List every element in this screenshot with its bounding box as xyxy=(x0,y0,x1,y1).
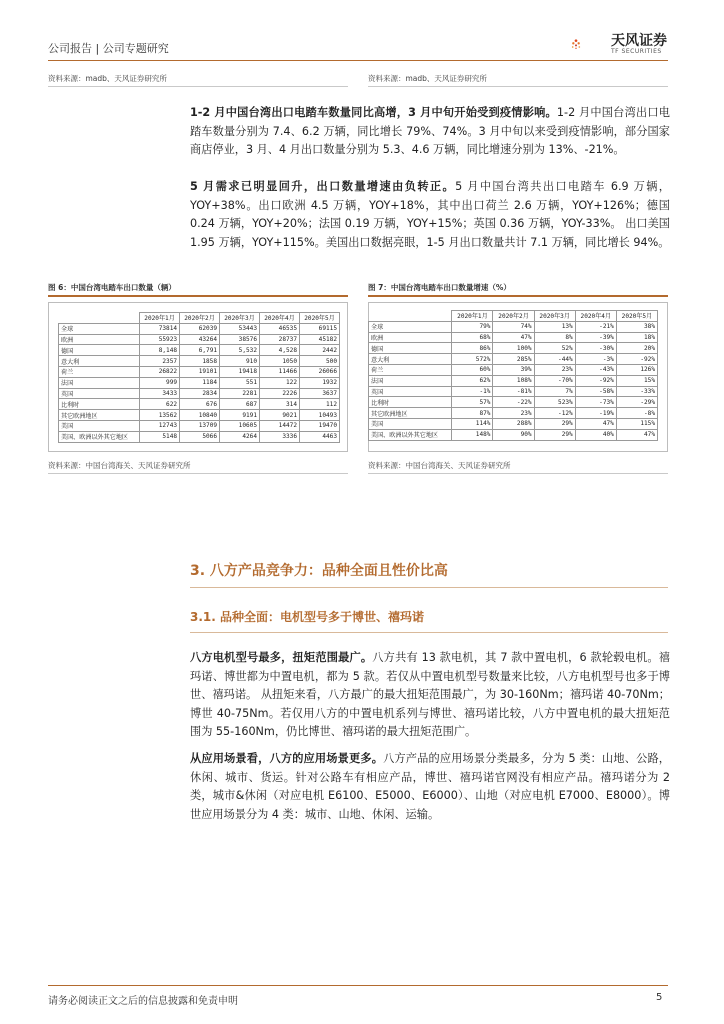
table-cell: -19% xyxy=(575,408,616,419)
table-cell: 73814 xyxy=(140,323,180,334)
table-cell: 10493 xyxy=(300,410,340,421)
figure-7-title: 图 7：中国台湾电踏车出口数量增速（%） xyxy=(368,283,511,292)
table-corner xyxy=(59,313,140,324)
table-row-label: 法国 xyxy=(59,377,140,388)
table-cell: 1050 xyxy=(260,356,300,367)
table-cell: 60% xyxy=(452,364,493,375)
table-cell: 47% xyxy=(493,332,534,343)
table-cell: 3336 xyxy=(260,431,300,442)
figure-7-header-row xyxy=(369,311,658,322)
table-cell: 12743 xyxy=(140,420,180,431)
table-row-label: 荷兰 xyxy=(59,366,140,377)
table-column-header: 2020年3月 xyxy=(220,313,260,324)
table-cell: 86% xyxy=(452,343,493,354)
paragraph-export-may-lead: 5 月需求已明显回升，出口数量增速由负转正。 xyxy=(190,180,456,193)
section-3-1-heading: 3.1. 品种全面：电机型号多于博世、禧玛诺 xyxy=(190,610,424,624)
table-cell: 5148 xyxy=(140,431,180,442)
table-cell: 622 xyxy=(140,399,180,410)
table-cell: 23% xyxy=(493,408,534,419)
header-divider xyxy=(48,60,668,61)
paragraph-motor-models-body: 八方共有 13 款电机，其 7 款中置电机，6 款轮毂电机。禧玛诺、博世都为中置电机，都为 5 款。若仅从中置电机型号数量来比较，八方电机型号也多于博世、禧玛诺。 从扭矩来看，八方最广的最大扭矩范围最广，为 30-160Nm；禧玛诺 40-70Nm；博世 40-75Nm。若仅用八方的中置电机系列与博世、禧玛诺比较，八方中置电机的最大扭矩范围为 55-160Nm，仍比博世、禧玛诺的最大扭矩范围广。 xyxy=(190,651,670,738)
table-cell: -30% xyxy=(575,343,616,354)
table-cell: 26066 xyxy=(300,366,340,377)
table-row xyxy=(369,408,658,419)
table-cell: 14472 xyxy=(260,420,300,431)
table-column-header: 2020年4月 xyxy=(575,311,616,322)
figure-7-source: 资料来源：中国台湾海关、天风证券研究所 xyxy=(368,461,511,470)
table-cell: 1184 xyxy=(180,377,220,388)
table-cell: 13% xyxy=(534,321,575,332)
section-3-rule xyxy=(190,587,668,588)
table-cell: -21% xyxy=(575,321,616,332)
table-column-header: 2020年3月 xyxy=(534,311,575,322)
table-column-header: 2020年1月 xyxy=(140,313,180,324)
table-cell: 57% xyxy=(452,397,493,408)
table-cell: 2357 xyxy=(140,356,180,367)
table-cell: 46535 xyxy=(260,323,300,334)
table-row-label: 德国 xyxy=(369,343,452,354)
table-cell: 5,532 xyxy=(220,345,260,356)
table-cell: 2281 xyxy=(220,388,260,399)
table-cell: 523% xyxy=(534,397,575,408)
table-row-label: 比利时 xyxy=(59,399,140,410)
table-cell: 551 xyxy=(220,377,260,388)
table-cell: 100% xyxy=(493,343,534,354)
table-cell: 314 xyxy=(260,399,300,410)
footer-disclaimer: 请务必阅读正文之后的信息披露和免责申明 xyxy=(48,996,238,1007)
figure-6-title: 图 6：中国台湾电踏车出口数量（辆） xyxy=(48,283,176,292)
table-cell: 2226 xyxy=(260,388,300,399)
table-cell: 20% xyxy=(616,343,657,354)
table-row xyxy=(369,418,658,429)
table-row xyxy=(59,377,340,388)
table-row xyxy=(59,366,340,377)
table-cell: 5066 xyxy=(180,431,220,442)
table-row xyxy=(59,323,340,334)
section-3-heading: 3. 八方产品竞争力：品种全面且性价比高 xyxy=(190,563,448,579)
table-cell: 9021 xyxy=(260,410,300,421)
top-source-right: 资料来源：madb、天风证券研究所 xyxy=(368,74,487,83)
table-cell: 108% xyxy=(493,375,534,386)
table-cell: 47% xyxy=(575,418,616,429)
table-corner xyxy=(369,311,452,322)
table-cell: 10840 xyxy=(180,410,220,421)
table-cell: 23% xyxy=(534,364,575,375)
table-row-label: 荷兰 xyxy=(369,364,452,375)
paragraph-motor-models xyxy=(190,649,670,742)
table-cell: 40% xyxy=(575,429,616,440)
table-column-header: 2020年2月 xyxy=(493,311,534,322)
table-cell: 2834 xyxy=(180,388,220,399)
table-row xyxy=(59,345,340,356)
table-cell: -58% xyxy=(575,386,616,397)
table-cell: 288% xyxy=(493,418,534,429)
table-cell: -73% xyxy=(575,397,616,408)
logo-subtitle: TF SECURITIES xyxy=(611,48,662,55)
table-row-label: 美国 xyxy=(59,420,140,431)
table-row-label: 美国 xyxy=(369,418,452,429)
figure-6-title-rule xyxy=(48,295,348,297)
table-cell: 3433 xyxy=(140,388,180,399)
paragraph-application-scenarios-body: 八方产品的应用场景分类最多，分为 5 类：山地、公路，休闲、城市、货运。针对公路车有相应产品，博世、禧玛诺官网没有相应产品。禧玛诺分为 2 类，城市&休闲（对应电机 E6100、E5000、E6000）、山地（对应电机 E7000、E8000）。博世应用场景分为 4 类：城市、山地、休闲、运输。 xyxy=(190,752,670,821)
logo-name: 天风证券 xyxy=(611,33,667,49)
table-row xyxy=(59,410,340,421)
table-cell: 62039 xyxy=(180,323,220,334)
table-cell: 19418 xyxy=(220,366,260,377)
table-row xyxy=(369,397,658,408)
table-cell: 1932 xyxy=(300,377,340,388)
top-source-right-rule xyxy=(368,86,668,87)
table-cell: -1% xyxy=(452,386,493,397)
table-cell: 687 xyxy=(220,399,260,410)
top-source-left: 资料来源：madb、天风证券研究所 xyxy=(48,74,167,83)
table-cell: 114% xyxy=(452,418,493,429)
table-row-label: 英国 xyxy=(59,388,140,399)
table-cell: 26822 xyxy=(140,366,180,377)
table-cell: 999 xyxy=(140,377,180,388)
paragraph-export-may-body: 5 月中国台湾共出口电踏车 6.9 万辆，YOY+38%。出口欧洲 4.5 万辆，YOY+18%，其中出口荷兰 2.6 万辆，YOY+126%；德国 0.24 万辆，YOY+20%；法国 0.19 万辆，YOY+15%；英国 0.36 万辆，YOY-33%。 出口美国 1.95 万辆，YOY+115%。美国出口数据亮眼，1-5 月出口数量共计 7.1 万辆，同比增长 94%。 xyxy=(190,180,670,249)
table-cell: 11466 xyxy=(260,366,300,377)
table-cell: 74% xyxy=(493,321,534,332)
table-row xyxy=(59,334,340,345)
table-cell: 68% xyxy=(452,332,493,343)
tf-logo-icon xyxy=(570,26,610,62)
paragraph-export-may xyxy=(190,178,670,252)
table-row-label: 英国 xyxy=(369,386,452,397)
table-cell: -3% xyxy=(575,354,616,365)
table-row xyxy=(369,429,658,440)
table-row-label: 欧洲 xyxy=(59,334,140,345)
table-column-header: 2020年5月 xyxy=(616,311,657,322)
table-row xyxy=(369,375,658,386)
table-column-header: 2020年4月 xyxy=(260,313,300,324)
table-cell: 8,148 xyxy=(140,345,180,356)
table-row xyxy=(59,399,340,410)
table-row-label: 美国、欧洲以外其它地区 xyxy=(369,429,452,440)
table-cell: 39% xyxy=(493,364,534,375)
table-row xyxy=(369,354,658,365)
table-cell: 13709 xyxy=(180,420,220,431)
table-cell: 13562 xyxy=(140,410,180,421)
table-row xyxy=(369,332,658,343)
table-cell: 126% xyxy=(616,364,657,375)
table-cell: 4,528 xyxy=(260,345,300,356)
table-row-label: 德国 xyxy=(59,345,140,356)
table-cell: 10605 xyxy=(220,420,260,431)
table-row xyxy=(59,356,340,367)
table-cell: 285% xyxy=(493,354,534,365)
paragraph-motor-models-lead: 八方电机型号最多，扭矩范围最广。 xyxy=(190,651,373,664)
table-cell: 19470 xyxy=(300,420,340,431)
table-cell: 4264 xyxy=(220,431,260,442)
table-cell: -92% xyxy=(616,354,657,365)
table-cell: 29% xyxy=(534,429,575,440)
figure-7-source-rule xyxy=(368,473,668,474)
table-row xyxy=(369,386,658,397)
footer-divider xyxy=(48,985,668,986)
table-column-header: 2020年1月 xyxy=(452,311,493,322)
table-cell: -92% xyxy=(575,375,616,386)
table-cell: 115% xyxy=(616,418,657,429)
table-cell: 15% xyxy=(616,375,657,386)
table-cell: 79% xyxy=(452,321,493,332)
table-cell: -33% xyxy=(616,386,657,397)
paragraph-export-q1-body: 1-2 月中国台湾出口电踏车数量分别为 7.4、6.2 万辆，同比增长 79%、74%。3 月中旬以来受到疫情影响，部分国家商店停业，3 月、4 月出口数量分别为 5.3、4.6 万辆，同比增速分别为 13%、-21%。 xyxy=(190,106,670,156)
paragraph-export-q1-lead: 1-2 月中国台湾出口电踏车数量同比高增，3 月中旬开始受到疫情影响。 xyxy=(190,106,557,119)
figure-6-source: 资料来源：中国台湾海关、天风证券研究所 xyxy=(48,461,191,470)
table-cell: 29% xyxy=(534,418,575,429)
table-cell: -8% xyxy=(616,408,657,419)
table-row-label: 法国 xyxy=(369,375,452,386)
paragraph-application-scenarios-lead: 从应用场景看，八方的应用场景更多。 xyxy=(190,752,384,765)
table-cell: 2442 xyxy=(300,345,340,356)
table-cell: 38% xyxy=(616,321,657,332)
figure-7-table xyxy=(368,310,658,441)
table-cell: 53443 xyxy=(220,323,260,334)
table-cell: 4463 xyxy=(300,431,340,442)
table-cell: -12% xyxy=(534,408,575,419)
table-cell: 9191 xyxy=(220,410,260,421)
table-cell: 3637 xyxy=(300,388,340,399)
table-row-label: 全球 xyxy=(59,323,140,334)
table-column-header: 2020年5月 xyxy=(300,313,340,324)
report-type: 公司报告 | 公司专题研究 xyxy=(48,42,169,55)
section-3-1-rule xyxy=(190,632,668,633)
table-cell: 69115 xyxy=(300,323,340,334)
table-cell: 45182 xyxy=(300,334,340,345)
table-cell: 1858 xyxy=(180,356,220,367)
table-row-label: 全球 xyxy=(369,321,452,332)
table-row-label: 意大利 xyxy=(59,356,140,367)
table-row xyxy=(369,343,658,354)
table-cell: 500 xyxy=(300,356,340,367)
table-cell: 18% xyxy=(616,332,657,343)
table-row-label: 美国、欧洲以外其它地区 xyxy=(59,431,140,442)
page-number: 5 xyxy=(656,992,663,1003)
paragraph-export-q1 xyxy=(190,104,670,160)
table-cell: 112 xyxy=(300,399,340,410)
figure-6-table xyxy=(58,312,340,443)
table-cell: -70% xyxy=(534,375,575,386)
table-cell: 122 xyxy=(260,377,300,388)
table-row xyxy=(369,321,658,332)
table-cell: 52% xyxy=(534,343,575,354)
table-cell: 55923 xyxy=(140,334,180,345)
table-row-label: 比利时 xyxy=(369,397,452,408)
table-row xyxy=(59,431,340,442)
table-row-label: 欧洲 xyxy=(369,332,452,343)
table-cell: 87% xyxy=(452,408,493,419)
table-cell: -39% xyxy=(575,332,616,343)
table-cell: 676 xyxy=(180,399,220,410)
table-cell: 910 xyxy=(220,356,260,367)
table-cell: 6,791 xyxy=(180,345,220,356)
table-cell: -22% xyxy=(493,397,534,408)
table-row-label: 其它欧洲地区 xyxy=(59,410,140,421)
table-cell: -81% xyxy=(493,386,534,397)
table-cell: 38576 xyxy=(220,334,260,345)
table-cell: 148% xyxy=(452,429,493,440)
table-cell: 8% xyxy=(534,332,575,343)
table-column-header: 2020年2月 xyxy=(180,313,220,324)
figure-6-source-rule xyxy=(48,473,348,474)
table-row xyxy=(369,364,658,375)
figure-6-header-row xyxy=(59,313,340,324)
table-cell: 62% xyxy=(452,375,493,386)
table-cell: -43% xyxy=(575,364,616,375)
table-cell: 47% xyxy=(616,429,657,440)
table-cell: -29% xyxy=(616,397,657,408)
table-row-label: 其它欧洲地区 xyxy=(369,408,452,419)
top-source-left-rule xyxy=(48,86,348,87)
table-cell: 43264 xyxy=(180,334,220,345)
figure-7-title-rule xyxy=(368,295,668,297)
table-cell: 90% xyxy=(493,429,534,440)
table-cell: 7% xyxy=(534,386,575,397)
table-row xyxy=(59,420,340,431)
table-row xyxy=(59,388,340,399)
table-cell: 19101 xyxy=(180,366,220,377)
table-cell: 28737 xyxy=(260,334,300,345)
paragraph-application-scenarios xyxy=(190,750,670,824)
table-row-label: 意大利 xyxy=(369,354,452,365)
table-cell: 572% xyxy=(452,354,493,365)
table-cell: -44% xyxy=(534,354,575,365)
